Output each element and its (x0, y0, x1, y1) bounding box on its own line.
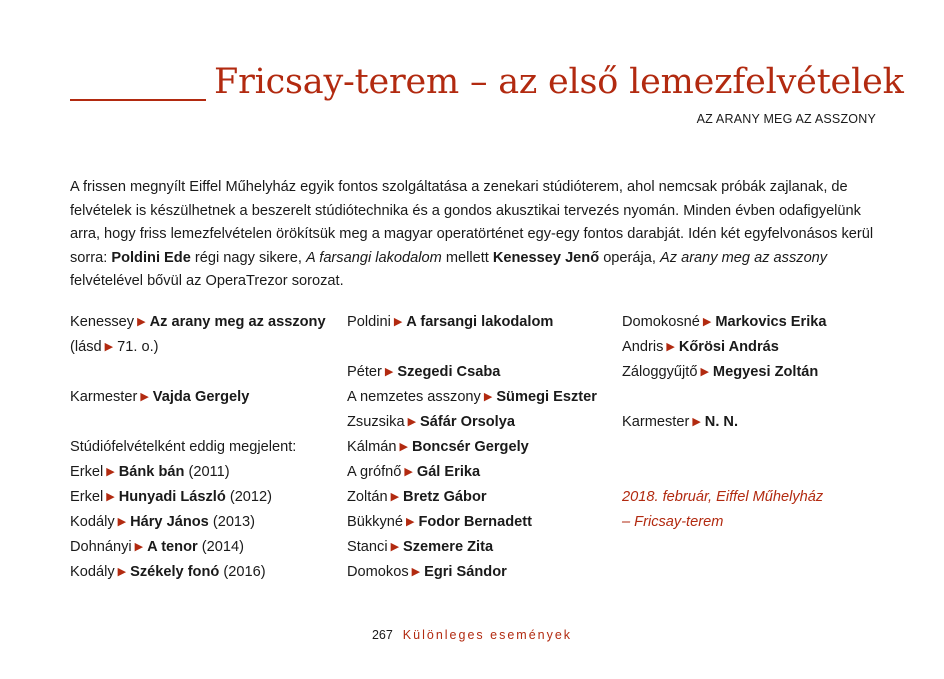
triangle-right-icon: ▶ (700, 366, 709, 378)
event-date: 2018. február, Eiffel Műhelyház (622, 489, 824, 505)
intro-composer-kenessey: Kenessey Jenő (492, 249, 600, 266)
triangle-right-icon: ▶ (404, 466, 413, 478)
spacer (622, 460, 882, 485)
triangle-right-icon: ▶ (117, 516, 127, 528)
triangle-right-icon: ▶ (407, 416, 417, 428)
page-number: 267 (371, 628, 393, 642)
composer-name: Erkel (70, 489, 104, 505)
column-kenessey (70, 310, 340, 585)
released-item (70, 535, 340, 560)
performer-name: Szegedi Csaba (397, 364, 501, 380)
performer-name: Egri Sándor (424, 564, 507, 580)
title-rule (70, 99, 206, 101)
cast-item (347, 535, 617, 560)
release-year: (2012) (229, 489, 273, 505)
cast-item (347, 410, 617, 435)
role-name: Péter (347, 364, 382, 380)
performer-name: Boncsér Gergely (411, 439, 529, 455)
cast-item (622, 360, 882, 385)
performer-name: Bretz Gábor (403, 489, 487, 505)
intro-composer-poldini: Poldini Ede (111, 249, 191, 266)
role-name: A grófnő (347, 464, 402, 480)
role-name: Domokosné (622, 314, 700, 330)
composer-name: Poldini (347, 314, 391, 330)
page-subtitle: AZ ARANY MEG AZ ASSZONY (696, 112, 876, 126)
intro-paragraph (70, 176, 876, 294)
spacer (70, 360, 340, 385)
cast-item (347, 360, 617, 385)
released-item (70, 560, 340, 585)
intro-text: operája, (599, 249, 660, 266)
triangle-right-icon: ▶ (390, 541, 400, 553)
performer-name: Szemere Zita (403, 539, 494, 555)
cast-item (347, 560, 617, 585)
intro-text: A frissen megnyílt Eiffel Műhelyház egyik fontos szolgáltatása a zenekari stúdióterem, ahol nemcsak próbák zajlanak, de felvételek is készülhetnek a beszerelt stúdiótechnika és a gondos akusztikai tervezés nyomán. Minden évben odafigyelünk arra, hogy friss lemezfelvételen örökítsük meg a magyar operatörténet egy-egy fontos darabját. Idén két egyfelvonásos kerül sorra: (70, 179, 874, 266)
triangle-right-icon: ▶ (106, 491, 115, 503)
role-name: A nemzetes asszony (347, 389, 481, 405)
intro-text: régi nagy sikere, (190, 249, 307, 266)
intro-text: felvételével bővül az OperaTrezor sorozat. (70, 273, 344, 289)
performer-name: Sümegi Eszter (496, 389, 597, 405)
work-title: A tenor (147, 539, 198, 555)
spacer (70, 410, 340, 435)
work-heading (70, 310, 340, 335)
cast-item (347, 460, 617, 485)
role-name: Zsuzsika (347, 414, 405, 430)
conductor-name: N. N. (704, 414, 739, 430)
cast-item (347, 485, 617, 510)
performer-name: Markovics Erika (715, 314, 827, 330)
triangle-right-icon: ▶ (134, 541, 144, 553)
composer-name: Kenessey (70, 314, 135, 330)
triangle-right-icon: ▶ (405, 516, 415, 528)
performer-name: Fodor Bernadett (418, 514, 532, 530)
cast-item (622, 310, 882, 335)
conductor-name: Vajda Gergely (152, 389, 250, 405)
role-name: Bükkyné (347, 514, 403, 530)
release-year: (2016) (223, 564, 266, 580)
cast-item (347, 435, 617, 460)
spacer (347, 335, 617, 360)
work-title: Székely fonó (130, 564, 220, 580)
composer-name: Dohnányi (70, 539, 132, 555)
released-item (70, 460, 340, 485)
triangle-right-icon: ▶ (411, 566, 421, 578)
composer-name: Erkel (70, 464, 104, 480)
conductor-line (622, 410, 882, 435)
triangle-right-icon: ▶ (692, 416, 701, 428)
conductor-line (70, 385, 340, 410)
role-name: Záloggyűjtő (622, 364, 698, 380)
triangle-right-icon: ▶ (104, 341, 114, 353)
role-name: Zoltán (347, 489, 388, 505)
see-page: 71. o.) (117, 339, 159, 355)
triangle-right-icon: ▶ (666, 341, 675, 353)
spacer (622, 435, 882, 460)
performer-name: Gál Erika (416, 464, 481, 480)
triangle-right-icon: ▶ (702, 316, 712, 328)
spacer (622, 385, 882, 410)
triangle-right-icon: ▶ (137, 316, 146, 328)
role-name: Andris (622, 339, 664, 355)
see-reference (70, 335, 340, 360)
composer-name: Kodály (70, 564, 115, 580)
intro-text: mellett (441, 249, 493, 266)
work-heading (347, 310, 617, 335)
triangle-right-icon: ▶ (117, 566, 127, 578)
triangle-right-icon: ▶ (140, 391, 149, 403)
release-year: (2014) (201, 539, 244, 555)
triangle-right-icon: ▶ (106, 466, 115, 478)
page-footer (0, 628, 944, 642)
release-year: (2011) (188, 464, 230, 480)
intro-work-arany: Az arany meg az asszony (660, 249, 828, 266)
role-name: Stanci (347, 539, 388, 555)
see-prefix: (lásd (70, 339, 102, 355)
released-item (70, 485, 340, 510)
release-year: (2013) (212, 514, 256, 530)
released-item (70, 510, 340, 535)
work-title: Az arany meg az asszony (149, 314, 326, 330)
work-title: Hunyadi László (118, 489, 226, 505)
performer-name: Megyesi Zoltán (712, 364, 819, 380)
work-title: A farsangi lakodalom (406, 314, 554, 330)
triangle-right-icon: ▶ (390, 491, 400, 503)
performer-name: Sáfár Orsolya (420, 414, 515, 430)
triangle-right-icon: ▶ (393, 316, 403, 328)
triangle-right-icon: ▶ (384, 366, 394, 378)
role-name: Kálmán (347, 439, 397, 455)
cast-item (347, 385, 617, 410)
conductor-label: Karmester (70, 389, 138, 405)
cast-item (347, 510, 617, 535)
event-venue: – Fricsay-terem (622, 514, 724, 530)
triangle-right-icon: ▶ (483, 391, 493, 403)
work-title: Háry János (130, 514, 209, 530)
cast-item (622, 335, 882, 360)
triangle-right-icon: ▶ (399, 441, 408, 453)
column-cast-continued (622, 310, 882, 535)
conductor-label: Karmester (622, 414, 690, 430)
composer-name: Kodály (70, 514, 115, 530)
section-name: Különleges események (402, 628, 573, 642)
released-label: Stúdiófelvételként eddig megjelent: (70, 439, 297, 455)
role-name: Domokos (347, 564, 409, 580)
performer-name: Kőrösi András (678, 339, 779, 355)
work-title: Bánk bán (118, 464, 185, 480)
intro-work-farsangi: A farsangi lakodalom (306, 249, 442, 266)
column-poldini (347, 310, 617, 585)
page-title: Fricsay-terem – az első lemezfelvételek (214, 62, 904, 102)
